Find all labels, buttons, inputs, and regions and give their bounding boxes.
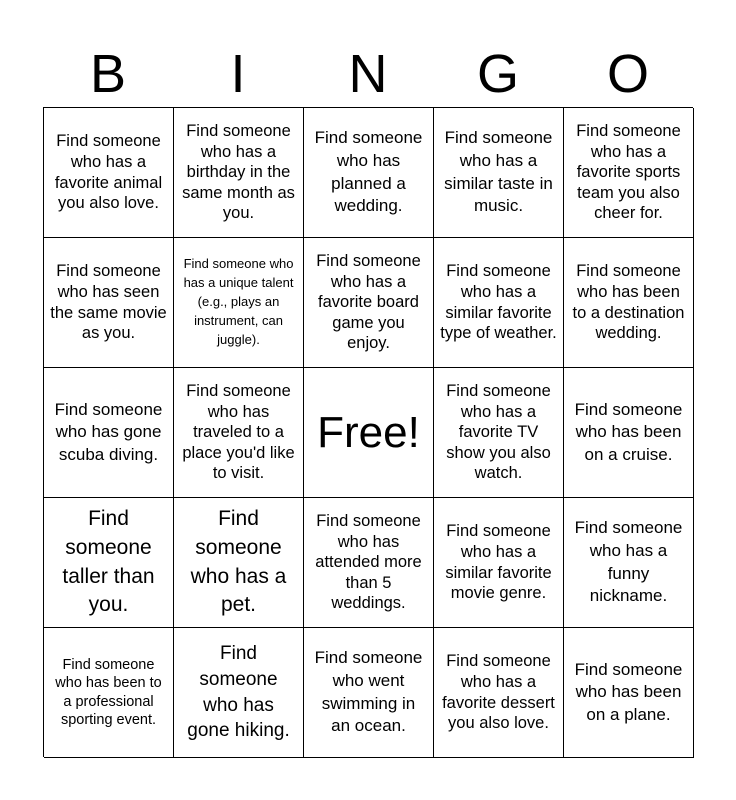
header-letter-g: G <box>476 44 519 104</box>
bingo-cell: Find someone who has seen the same movie as you. <box>44 238 174 368</box>
bingo-cell: Find someone who has been to a professional sporting event. <box>44 628 174 758</box>
bingo-cell: Find someone who has been on a plane. <box>564 628 694 758</box>
bingo-cell: Find someone who has a favorite dessert you also love. <box>434 628 564 758</box>
bingo-grid <box>43 107 693 757</box>
bingo-cell: Find someone who has a favorite board game you enjoy. <box>304 238 434 368</box>
header-letter-b: B <box>89 44 127 104</box>
bingo-cell: Find someone who has a unique talent (e.g., plays an instrument, can juggle). <box>174 238 304 368</box>
bingo-cell: Find someone who has a favorite TV show you also watch. <box>434 368 564 498</box>
bingo-cell: Find someone who has been to a destination wedding. <box>564 238 694 368</box>
bingo-cell: Find someone who has a birthday in the same month as you. <box>174 108 304 238</box>
bingo-cell: Find someone who went swimming in an ocean. <box>304 628 434 758</box>
bingo-cell: Find someone who has planned a wedding. <box>304 108 434 238</box>
bingo-cell: Find someone who has gone hiking. <box>174 628 304 758</box>
bingo-cell: Find someone who has a funny nickname. <box>564 498 694 628</box>
bingo-cell: Find someone who has gone scuba diving. <box>44 368 174 498</box>
bingo-cell: Find someone who has traveled to a place you'd like to visit. <box>174 368 304 498</box>
bingo-cell: Find someone who has a favorite animal you also love. <box>44 108 174 238</box>
bingo-cell: Find someone who has attended more than 5 weddings. <box>304 498 434 628</box>
bingo-cell: Find someone who has a favorite sports team you also cheer for. <box>564 108 694 238</box>
bingo-header <box>43 40 693 108</box>
free-space-cell: Free! <box>304 368 434 498</box>
bingo-cell: Find someone who has a pet. <box>174 498 304 628</box>
bingo-cell: Find someone who has a similar favorite type of weather. <box>434 238 564 368</box>
bingo-cell: Find someone who has a similar favorite movie genre. <box>434 498 564 628</box>
header-letter-o: O <box>606 44 649 104</box>
header-letter-i: I <box>230 44 246 104</box>
bingo-cell: Find someone taller than you. <box>44 498 174 628</box>
bingo-cell: Find someone who has been on a cruise. <box>564 368 694 498</box>
header-letter-n: N <box>348 44 388 104</box>
bingo-cell: Find someone who has a similar taste in music. <box>434 108 564 238</box>
